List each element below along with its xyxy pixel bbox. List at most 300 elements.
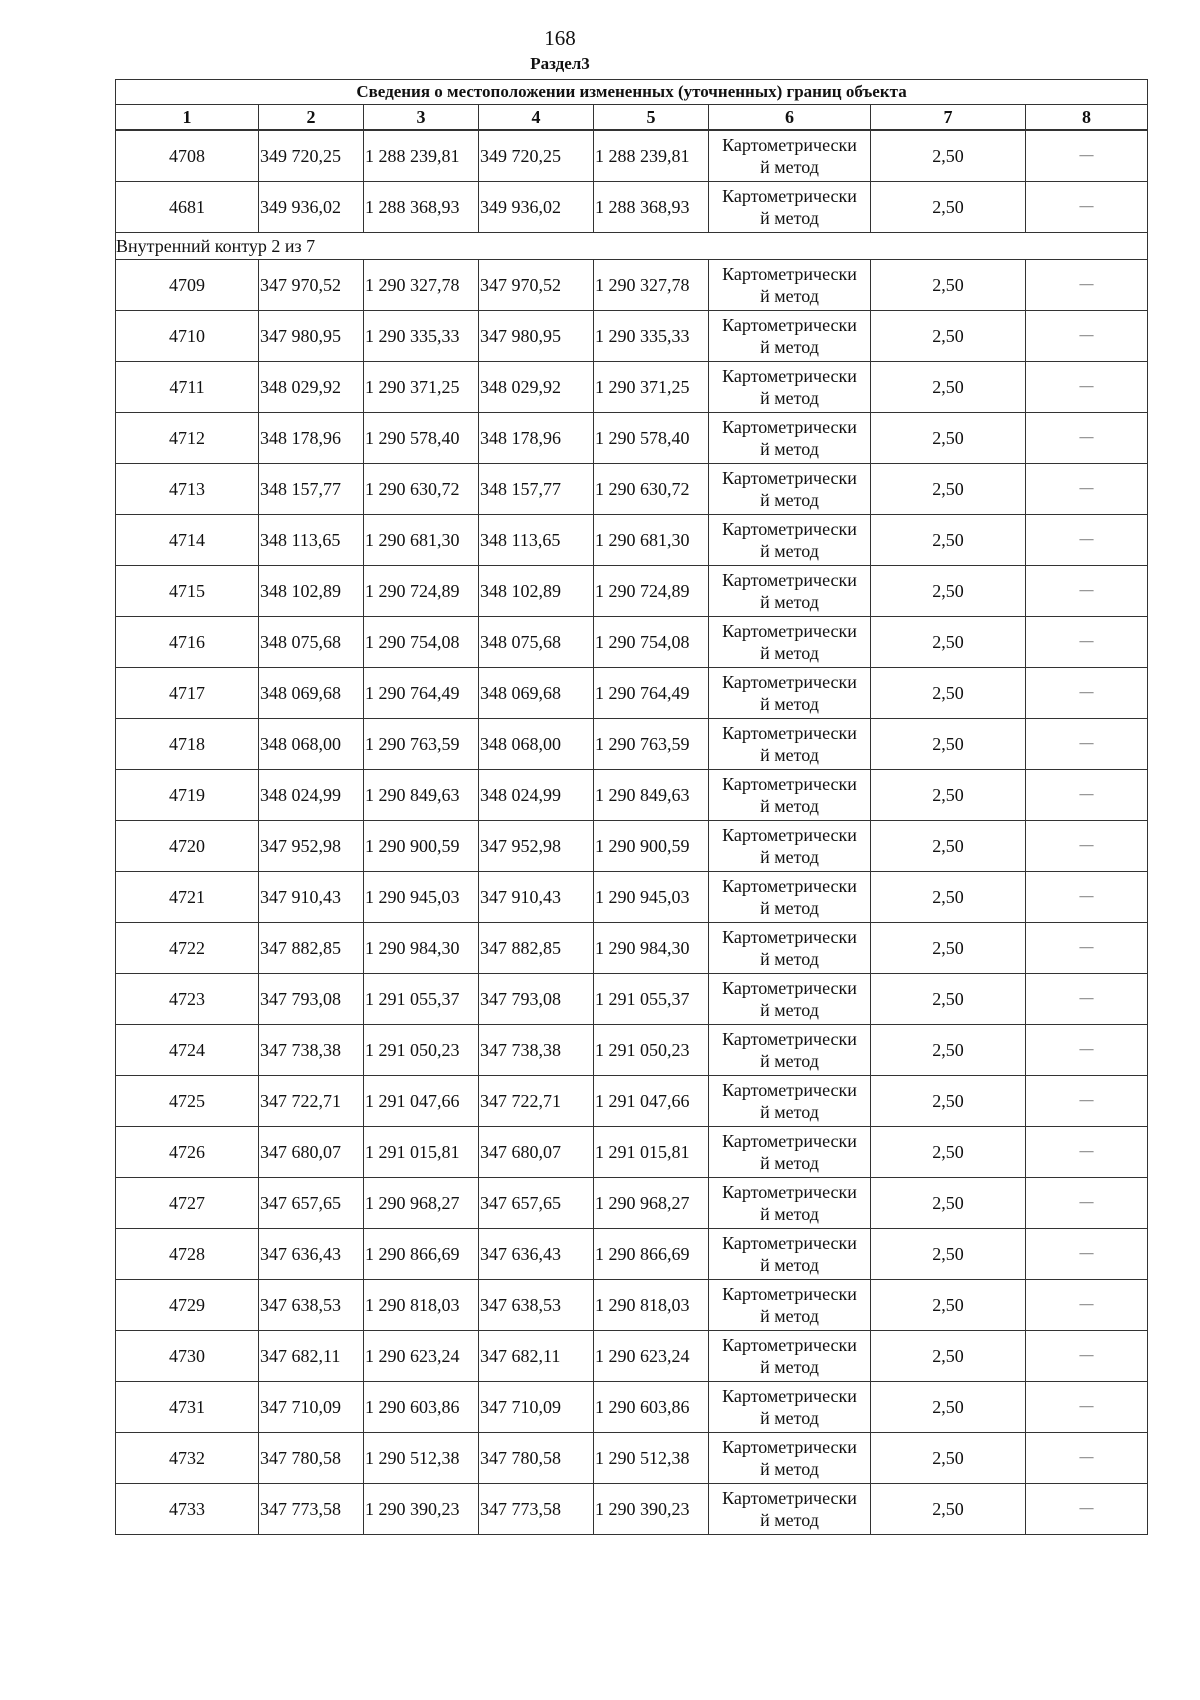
- table-row: [116, 770, 1148, 821]
- description-cell: —: [1026, 566, 1148, 617]
- method-cell: [709, 872, 871, 923]
- x-new-cell: 347 682,11: [479, 1331, 594, 1382]
- column-number-6: 6: [709, 105, 871, 130]
- precision-cell: 2,50: [871, 413, 1026, 464]
- x-old-cell: 347 882,85: [259, 923, 364, 974]
- y-old-cell: 1 290 945,03: [364, 872, 479, 923]
- y-old-cell: 1 290 630,72: [364, 464, 479, 515]
- method-line-2: й метод: [760, 643, 819, 663]
- method-line-2: й метод: [760, 490, 819, 510]
- table-row: [116, 1433, 1148, 1484]
- description-cell: —: [1026, 1331, 1148, 1382]
- table-row: [116, 464, 1148, 515]
- x-new-cell: 348 113,65: [479, 515, 594, 566]
- y-old-cell: 1 290 724,89: [364, 566, 479, 617]
- point-number-cell: 4717: [116, 668, 259, 719]
- method-cell: [709, 1382, 871, 1433]
- method-line-1: Картометрически: [722, 366, 857, 386]
- precision-cell: 2,50: [871, 362, 1026, 413]
- y-new-cell: 1 290 818,03: [594, 1280, 709, 1331]
- y-old-cell: 1 290 849,63: [364, 770, 479, 821]
- method-line-1: Картометрически: [722, 468, 857, 488]
- precision-cell: 2,50: [871, 311, 1026, 362]
- method-line-1: Картометрически: [722, 825, 857, 845]
- method-line-2: й метод: [760, 898, 819, 918]
- table-row: [116, 821, 1148, 872]
- description-cell: —: [1026, 1433, 1148, 1484]
- method-cell: [709, 260, 871, 311]
- x-old-cell: 347 710,09: [259, 1382, 364, 1433]
- y-old-cell: 1 290 754,08: [364, 617, 479, 668]
- method-line-1: Картометрически: [722, 264, 857, 284]
- description-cell: —: [1026, 770, 1148, 821]
- description-cell: —: [1026, 1229, 1148, 1280]
- y-old-cell: 1 290 603,86: [364, 1382, 479, 1433]
- point-number-cell: 4714: [116, 515, 259, 566]
- table-row: [116, 1127, 1148, 1178]
- x-old-cell: 347 980,95: [259, 311, 364, 362]
- precision-cell: 2,50: [871, 131, 1026, 182]
- method-line-2: й метод: [760, 1357, 819, 1377]
- method-line-1: Картометрически: [722, 1182, 857, 1202]
- method-line-1: Картометрически: [722, 186, 857, 206]
- y-old-cell: 1 290 578,40: [364, 413, 479, 464]
- precision-cell: 2,50: [871, 182, 1026, 233]
- method-line-1: Картометрически: [722, 417, 857, 437]
- method-line-1: Картометрически: [722, 876, 857, 896]
- y-new-cell: 1 291 055,37: [594, 974, 709, 1025]
- x-new-cell: 348 068,00: [479, 719, 594, 770]
- precision-cell: 2,50: [871, 1331, 1026, 1382]
- x-new-cell: 348 024,99: [479, 770, 594, 821]
- y-new-cell: 1 290 968,27: [594, 1178, 709, 1229]
- method-line-1: Картометрически: [722, 621, 857, 641]
- point-number-cell: 4716: [116, 617, 259, 668]
- precision-cell: 2,50: [871, 617, 1026, 668]
- coordinates-table: [115, 79, 1148, 1535]
- y-new-cell: 1 290 512,38: [594, 1433, 709, 1484]
- method-cell: [709, 1076, 871, 1127]
- contour-row: [116, 233, 1148, 260]
- x-new-cell: 347 970,52: [479, 260, 594, 311]
- x-new-cell: 347 638,53: [479, 1280, 594, 1331]
- method-line-2: й метод: [760, 847, 819, 867]
- method-line-1: Картометрически: [722, 1335, 857, 1355]
- x-new-cell: 348 157,77: [479, 464, 594, 515]
- x-new-cell: 347 636,43: [479, 1229, 594, 1280]
- method-line-2: й метод: [760, 1459, 819, 1479]
- point-number-cell: 4726: [116, 1127, 259, 1178]
- table-row: [116, 260, 1148, 311]
- table-row: [116, 923, 1148, 974]
- precision-cell: 2,50: [871, 566, 1026, 617]
- column-number-row: [116, 105, 1148, 130]
- point-number-cell: 4708: [116, 131, 259, 182]
- y-old-cell: 1 290 818,03: [364, 1280, 479, 1331]
- precision-cell: 2,50: [871, 1433, 1026, 1484]
- x-new-cell: 347 773,58: [479, 1484, 594, 1535]
- x-new-cell: 347 722,71: [479, 1076, 594, 1127]
- x-old-cell: 347 970,52: [259, 260, 364, 311]
- y-new-cell: 1 290 866,69: [594, 1229, 709, 1280]
- table-row: [116, 1076, 1148, 1127]
- description-cell: —: [1026, 131, 1148, 182]
- x-new-cell: 349 720,25: [479, 131, 594, 182]
- x-old-cell: 348 029,92: [259, 362, 364, 413]
- method-cell: [709, 311, 871, 362]
- method-cell: [709, 1178, 871, 1229]
- y-new-cell: 1 291 047,66: [594, 1076, 709, 1127]
- point-number-cell: 4715: [116, 566, 259, 617]
- x-new-cell: 347 657,65: [479, 1178, 594, 1229]
- point-number-cell: 4722: [116, 923, 259, 974]
- y-old-cell: 1 291 055,37: [364, 974, 479, 1025]
- method-line-2: й метод: [760, 1510, 819, 1530]
- x-new-cell: 347 710,09: [479, 1382, 594, 1433]
- method-line-1: Картометрически: [722, 135, 857, 155]
- precision-cell: 2,50: [871, 668, 1026, 719]
- method-line-2: й метод: [760, 745, 819, 765]
- method-line-1: Картометрически: [722, 1131, 857, 1151]
- method-line-1: Картометрически: [722, 978, 857, 998]
- x-new-cell: 347 910,43: [479, 872, 594, 923]
- method-cell: [709, 566, 871, 617]
- table-row: [116, 413, 1148, 464]
- description-cell: —: [1026, 1178, 1148, 1229]
- x-old-cell: 348 113,65: [259, 515, 364, 566]
- description-cell: —: [1026, 668, 1148, 719]
- x-new-cell: 348 075,68: [479, 617, 594, 668]
- y-new-cell: 1 290 724,89: [594, 566, 709, 617]
- method-line-2: й метод: [760, 1102, 819, 1122]
- method-cell: [709, 1280, 871, 1331]
- y-new-cell: 1 290 390,23: [594, 1484, 709, 1535]
- point-number-cell: 4720: [116, 821, 259, 872]
- y-old-cell: 1 291 050,23: [364, 1025, 479, 1076]
- x-old-cell: 348 024,99: [259, 770, 364, 821]
- y-new-cell: 1 290 630,72: [594, 464, 709, 515]
- method-line-2: й метод: [760, 1051, 819, 1071]
- table-row: [116, 872, 1148, 923]
- method-line-2: й метод: [760, 1255, 819, 1275]
- description-cell: —: [1026, 1484, 1148, 1535]
- method-line-2: й метод: [760, 592, 819, 612]
- column-number-5: 5: [594, 105, 709, 130]
- precision-cell: 2,50: [871, 923, 1026, 974]
- column-number-3: 3: [364, 105, 479, 130]
- x-old-cell: 347 952,98: [259, 821, 364, 872]
- y-old-cell: 1 290 900,59: [364, 821, 479, 872]
- y-new-cell: 1 290 681,30: [594, 515, 709, 566]
- point-number-cell: 4727: [116, 1178, 259, 1229]
- x-old-cell: 347 793,08: [259, 974, 364, 1025]
- table-row: [116, 1025, 1148, 1076]
- precision-cell: 2,50: [871, 974, 1026, 1025]
- method-cell: [709, 923, 871, 974]
- x-old-cell: 347 773,58: [259, 1484, 364, 1535]
- description-cell: —: [1026, 1076, 1148, 1127]
- y-old-cell: 1 290 681,30: [364, 515, 479, 566]
- x-new-cell: 348 178,96: [479, 413, 594, 464]
- method-cell: [709, 668, 871, 719]
- method-line-1: Картометрически: [722, 672, 857, 692]
- y-new-cell: 1 290 623,24: [594, 1331, 709, 1382]
- precision-cell: 2,50: [871, 770, 1026, 821]
- x-old-cell: 347 722,71: [259, 1076, 364, 1127]
- y-new-cell: 1 288 239,81: [594, 131, 709, 182]
- y-new-cell: 1 290 327,78: [594, 260, 709, 311]
- method-line-2: й метод: [760, 796, 819, 816]
- y-old-cell: 1 290 763,59: [364, 719, 479, 770]
- method-line-2: й метод: [760, 388, 819, 408]
- x-new-cell: 347 680,07: [479, 1127, 594, 1178]
- x-old-cell: 347 738,38: [259, 1025, 364, 1076]
- description-cell: —: [1026, 617, 1148, 668]
- method-cell: [709, 974, 871, 1025]
- method-cell: [709, 719, 871, 770]
- method-cell: [709, 617, 871, 668]
- description-cell: —: [1026, 362, 1148, 413]
- x-new-cell: 347 980,95: [479, 311, 594, 362]
- column-number-8: 8: [1026, 105, 1148, 130]
- method-line-2: й метод: [760, 694, 819, 714]
- x-new-cell: 347 793,08: [479, 974, 594, 1025]
- column-number-2: 2: [259, 105, 364, 130]
- method-line-2: й метод: [760, 208, 819, 228]
- method-line-1: Картометрически: [722, 1386, 857, 1406]
- precision-cell: 2,50: [871, 464, 1026, 515]
- point-number-cell: 4681: [116, 182, 259, 233]
- method-line-2: й метод: [760, 949, 819, 969]
- table-caption: Сведения о местоположении измененных (уточненных) границ объекта: [116, 80, 1148, 105]
- description-cell: —: [1026, 974, 1148, 1025]
- method-line-2: й метод: [760, 1306, 819, 1326]
- point-number-cell: 4731: [116, 1382, 259, 1433]
- method-line-1: Картометрически: [722, 519, 857, 539]
- x-old-cell: 348 102,89: [259, 566, 364, 617]
- x-old-cell: 349 936,02: [259, 182, 364, 233]
- precision-cell: 2,50: [871, 1127, 1026, 1178]
- x-old-cell: 347 910,43: [259, 872, 364, 923]
- point-number-cell: 4710: [116, 311, 259, 362]
- precision-cell: 2,50: [871, 1025, 1026, 1076]
- x-old-cell: 347 680,07: [259, 1127, 364, 1178]
- table-row: [116, 668, 1148, 719]
- table-row: [116, 617, 1148, 668]
- y-old-cell: 1 290 512,38: [364, 1433, 479, 1484]
- method-cell: [709, 1229, 871, 1280]
- precision-cell: 2,50: [871, 1484, 1026, 1535]
- method-line-1: Картометрически: [722, 774, 857, 794]
- description-cell: —: [1026, 515, 1148, 566]
- y-old-cell: 1 291 047,66: [364, 1076, 479, 1127]
- precision-cell: 2,50: [871, 1229, 1026, 1280]
- method-cell: [709, 821, 871, 872]
- x-old-cell: 349 720,25: [259, 131, 364, 182]
- point-number-cell: 4723: [116, 974, 259, 1025]
- precision-cell: 2,50: [871, 719, 1026, 770]
- y-old-cell: 1 290 335,33: [364, 311, 479, 362]
- description-cell: —: [1026, 1025, 1148, 1076]
- column-number-4: 4: [479, 105, 594, 130]
- y-new-cell: 1 290 578,40: [594, 413, 709, 464]
- table-row: [116, 974, 1148, 1025]
- x-old-cell: 348 075,68: [259, 617, 364, 668]
- table-row: [116, 1331, 1148, 1382]
- table-row: [116, 1382, 1148, 1433]
- x-new-cell: 347 952,98: [479, 821, 594, 872]
- column-number-1: 1: [116, 105, 259, 130]
- point-number-cell: 4730: [116, 1331, 259, 1382]
- table-row: [116, 1229, 1148, 1280]
- x-old-cell: 348 178,96: [259, 413, 364, 464]
- point-number-cell: 4728: [116, 1229, 259, 1280]
- x-new-cell: 348 102,89: [479, 566, 594, 617]
- y-new-cell: 1 288 368,93: [594, 182, 709, 233]
- method-line-1: Картометрически: [722, 315, 857, 335]
- precision-cell: 2,50: [871, 1280, 1026, 1331]
- method-line-2: й метод: [760, 1000, 819, 1020]
- x-old-cell: 347 638,53: [259, 1280, 364, 1331]
- description-cell: —: [1026, 923, 1148, 974]
- x-new-cell: 347 780,58: [479, 1433, 594, 1484]
- point-number-cell: 4719: [116, 770, 259, 821]
- method-line-2: й метод: [760, 286, 819, 306]
- method-cell: [709, 1433, 871, 1484]
- precision-cell: 2,50: [871, 821, 1026, 872]
- point-number-cell: 4733: [116, 1484, 259, 1535]
- method-cell: [709, 182, 871, 233]
- description-cell: —: [1026, 413, 1148, 464]
- point-number-cell: 4729: [116, 1280, 259, 1331]
- y-old-cell: 1 290 327,78: [364, 260, 479, 311]
- y-old-cell: 1 290 390,23: [364, 1484, 479, 1535]
- method-cell: [709, 413, 871, 464]
- method-line-2: й метод: [760, 1153, 819, 1173]
- y-old-cell: 1 288 368,93: [364, 182, 479, 233]
- method-cell: [709, 131, 871, 182]
- precision-cell: 2,50: [871, 515, 1026, 566]
- x-new-cell: 347 738,38: [479, 1025, 594, 1076]
- description-cell: —: [1026, 311, 1148, 362]
- table-row: [116, 566, 1148, 617]
- point-number-cell: 4725: [116, 1076, 259, 1127]
- x-old-cell: 348 069,68: [259, 668, 364, 719]
- y-new-cell: 1 291 050,23: [594, 1025, 709, 1076]
- method-cell: [709, 1484, 871, 1535]
- table-body: [116, 131, 1148, 1535]
- y-old-cell: 1 290 764,49: [364, 668, 479, 719]
- y-new-cell: 1 290 945,03: [594, 872, 709, 923]
- y-old-cell: 1 288 239,81: [364, 131, 479, 182]
- method-cell: [709, 515, 871, 566]
- method-cell: [709, 770, 871, 821]
- description-cell: —: [1026, 1382, 1148, 1433]
- method-cell: [709, 362, 871, 413]
- y-new-cell: 1 290 754,08: [594, 617, 709, 668]
- method-cell: [709, 464, 871, 515]
- method-line-1: Картометрически: [722, 1080, 857, 1100]
- x-old-cell: 348 068,00: [259, 719, 364, 770]
- x-new-cell: 349 936,02: [479, 182, 594, 233]
- method-line-1: Картометрически: [722, 1488, 857, 1508]
- method-line-2: й метод: [760, 157, 819, 177]
- y-new-cell: 1 290 984,30: [594, 923, 709, 974]
- section-title: Раздел3: [530, 54, 590, 73]
- method-line-1: Картометрически: [722, 1233, 857, 1253]
- x-new-cell: 348 069,68: [479, 668, 594, 719]
- method-line-2: й метод: [760, 1408, 819, 1428]
- point-number-cell: 4713: [116, 464, 259, 515]
- method-line-1: Картометрически: [722, 570, 857, 590]
- column-number-7: 7: [871, 105, 1026, 130]
- description-cell: —: [1026, 1127, 1148, 1178]
- description-cell: —: [1026, 872, 1148, 923]
- method-line-1: Картометрически: [722, 1284, 857, 1304]
- y-new-cell: 1 290 763,59: [594, 719, 709, 770]
- description-cell: —: [1026, 464, 1148, 515]
- y-new-cell: 1 290 900,59: [594, 821, 709, 872]
- point-number-cell: 4721: [116, 872, 259, 923]
- x-new-cell: 348 029,92: [479, 362, 594, 413]
- x-old-cell: 347 780,58: [259, 1433, 364, 1484]
- method-line-1: Картометрически: [722, 723, 857, 743]
- table-row: [116, 1280, 1148, 1331]
- table-row: [116, 1178, 1148, 1229]
- table-row: [116, 1484, 1148, 1535]
- method-line-1: Картометрически: [722, 1029, 857, 1049]
- description-cell: —: [1026, 1280, 1148, 1331]
- y-old-cell: 1 291 015,81: [364, 1127, 479, 1178]
- method-line-1: Картометрически: [722, 927, 857, 947]
- method-cell: [709, 1127, 871, 1178]
- precision-cell: 2,50: [871, 1178, 1026, 1229]
- x-old-cell: 347 657,65: [259, 1178, 364, 1229]
- y-old-cell: 1 290 371,25: [364, 362, 479, 413]
- y-new-cell: 1 291 015,81: [594, 1127, 709, 1178]
- y-new-cell: 1 290 849,63: [594, 770, 709, 821]
- table-row: [116, 362, 1148, 413]
- x-old-cell: 348 157,77: [259, 464, 364, 515]
- precision-cell: 2,50: [871, 1382, 1026, 1433]
- method-line-1: Картометрически: [722, 1437, 857, 1457]
- x-old-cell: 347 636,43: [259, 1229, 364, 1280]
- contour-label: Внутренний контур 2 из 7: [116, 233, 1148, 260]
- description-cell: —: [1026, 821, 1148, 872]
- y-new-cell: 1 290 764,49: [594, 668, 709, 719]
- x-new-cell: 347 882,85: [479, 923, 594, 974]
- x-old-cell: 347 682,11: [259, 1331, 364, 1382]
- precision-cell: 2,50: [871, 1076, 1026, 1127]
- method-line-2: й метод: [760, 1204, 819, 1224]
- description-cell: —: [1026, 182, 1148, 233]
- point-number-cell: 4709: [116, 260, 259, 311]
- method-line-2: й метод: [760, 541, 819, 561]
- method-line-2: й метод: [760, 337, 819, 357]
- precision-cell: 2,50: [871, 872, 1026, 923]
- table-row: [116, 719, 1148, 770]
- y-old-cell: 1 290 623,24: [364, 1331, 479, 1382]
- table-row: [116, 131, 1148, 182]
- y-old-cell: 1 290 968,27: [364, 1178, 479, 1229]
- method-cell: [709, 1331, 871, 1382]
- y-new-cell: 1 290 603,86: [594, 1382, 709, 1433]
- y-old-cell: 1 290 984,30: [364, 923, 479, 974]
- method-line-2: й метод: [760, 439, 819, 459]
- table-row: [116, 311, 1148, 362]
- description-cell: —: [1026, 719, 1148, 770]
- y-new-cell: 1 290 335,33: [594, 311, 709, 362]
